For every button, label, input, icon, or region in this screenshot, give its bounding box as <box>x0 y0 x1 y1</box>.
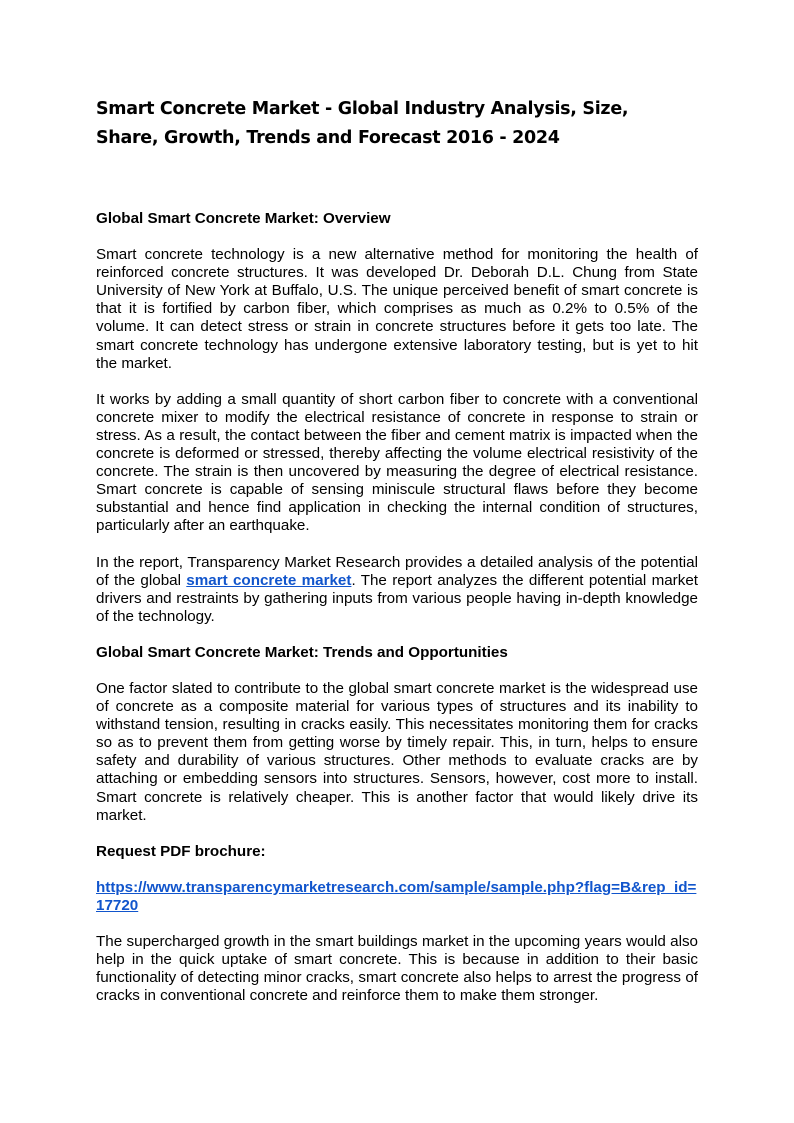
overview-paragraph-3 <box>96 554 698 626</box>
overview-heading: Global Smart Concrete Market: Overview <box>96 210 391 227</box>
brochure-heading: Request PDF brochure: <box>96 842 266 860</box>
overview-paragraph-2: It works by adding a small quantity of short carbon fiber to concrete with a conventional concrete mixer to modify the electrical resistance of concrete in response to strain or stress. As a result, the contact between the fiber and cement matrix is impacted when the concrete is deformed or stressed, thereby affecting the volume electrical resistivity of the concrete. The strain is then uncovered by measuring the degree of electrical resistance. Smart concrete is capable of sensing miniscule structural flaws before they become substantial and hence find application in checking the internal condition of structures, particularly after an earthquake. <box>96 390 698 535</box>
closing-paragraph: The supercharged growth in the smart buildings market in the upcoming years would also help in the quick uptake of smart concrete. This is because in addition to their basic functionality of detecting minor cracks, smart concrete also helps to arrest the progress of cracks in conventional concrete and reinforce them to make them stronger. <box>96 933 698 1005</box>
overview-paragraph-3-before: In the report, Transparency Market Research provides a detailed analysis of the potential of the global <box>96 553 698 589</box>
overview-paragraph-3-after: . The report analyzes the different potential market drivers and restraints by gathering inputs from various people having in-depth knowledge of the technology. <box>96 571 698 625</box>
brochure-url-block <box>96 879 698 915</box>
overview-paragraph-1: Smart concrete technology is a new alternative method for monitoring the health of reinforced concrete structures. It was developed Dr. Deborah D.L. Chung from State University of New York at Buffalo, U.S. The unique perceived benefit of smart concrete is that it is fortified by carbon fiber, which comprises as much as 0.2% to 0.5% of the volume. It can detect stress or strain in concrete structures before it gets too late. The smart concrete technology has undergone extensive laboratory testing, but is yet to hit the market. <box>96 246 698 372</box>
trends-paragraph-1: One factor slated to contribute to the global smart concrete market is the widespread use of concrete as a composite material for various types of structures and its inability to withstand tension, resulting in cracks easily. This necessitates monitoring them for cracks so as to prevent them from getting worse by timely repair. This, in turn, helps to ensure safety and durability of various structures. Other methods to evaluate cracks are by attaching or embedding sensors into structures. Sensors, however, cost more to install. Smart concrete is relatively cheaper. This is another factor that would likely drive its market. <box>96 679 698 824</box>
smart-concrete-market-link[interactable]: smart concrete market <box>186 571 352 589</box>
document-title: Smart Concrete Market - Global Industry Analysis, Size, Share, Growth, Trends and Forecast 2016 - 2024 <box>96 99 629 148</box>
trends-heading: Global Smart Concrete Market: Trends and Opportunities <box>96 643 508 661</box>
document-body <box>96 210 698 1005</box>
brochure-url-link[interactable]: https://www.transparencymarketresearch.com/sample/sample.php?flag=B&rep_id=17720 <box>96 878 697 914</box>
